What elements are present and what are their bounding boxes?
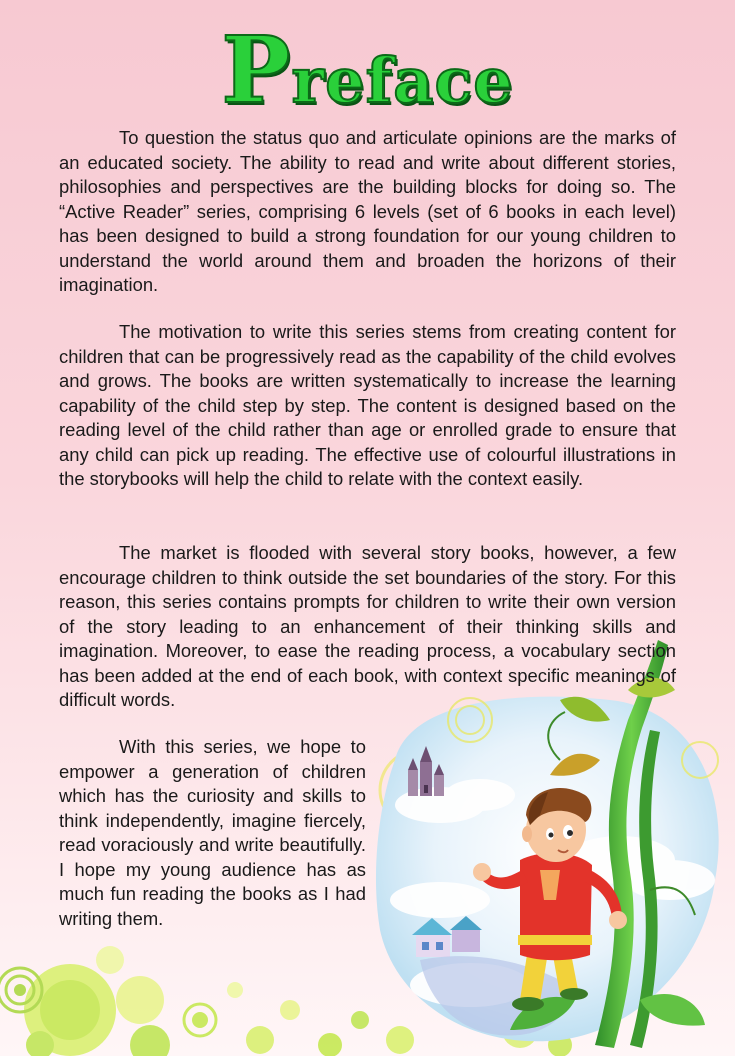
page-title	[0, 16, 735, 124]
title-rest: reface	[291, 44, 514, 117]
paragraph-4: With this series, we hope to empower a generation of children which has the curiosity and skills to think independently, imagine fiercely, read voraciously and write beautifully. I hope my young audience has as much fun reading the books as I had writing them.	[59, 736, 366, 929]
paragraph-3: The market is flooded with several story books, however, a few encourage children to think outside the set boundaries of the story. For this reason, this series contains prompts for children to write their own version of the story leading to an enhancement of their thinking skills and imagination. Moreover, to ease the reading process, a vocabulary section has been added at the end of each book, with context specific meanings of difficult words.	[59, 542, 676, 710]
paragraph-1: To question the status quo and articulate opinions are the marks of an educated society. The ability to read and write about different stories, philosophies and perspectives are the building blocks for doing so. The “Active Reader” series, comprising 6 levels (set of 6 books in each level) has been designed to build a strong foundation for our young children to understand the world around them and broaden the horizons of their imagination.	[59, 127, 676, 295]
paragraph-2: The motivation to write this series stems from creating content for children that can be progressively read as the capability of the child evolves and grows. The books are written systematically to increase the learning capability of the child step by step. The content is designed based on the reading level of the child rather than age or enrolled grade to ensure that any child can pick up reading. The effective use of colourful illustrations in the storybooks will help the child to relate with the context easily.	[59, 321, 676, 489]
title-initial: P	[221, 16, 292, 124]
